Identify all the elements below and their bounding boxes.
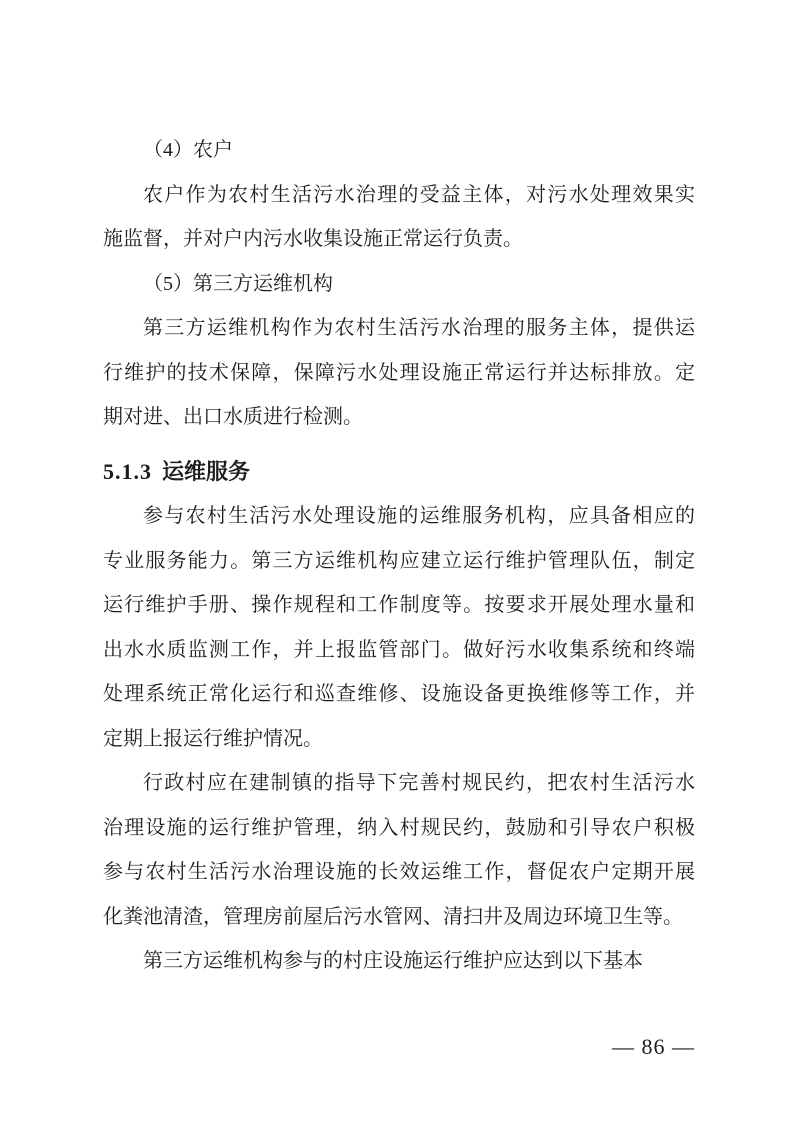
paragraph-line: 参与农村生活污水处理设施的运维服务机构，应具备相应的 [143,505,695,527]
section-number: 5.1.3 [103,458,152,484]
paragraph-line: 行政村应在建制镇的指导下完善村规民约，把农村生活污水 [143,772,695,794]
paragraph-line: 农户作为农村生活污水治理的受益主体，对污水处理效果实 [143,183,695,206]
paragraph-line: 定期上报运行维护情况。 [103,727,323,750]
section-title: 运维服务 [162,458,251,484]
page-number: — 86 — [612,1034,695,1059]
paragraph-line: 第三方运维机构作为农村生活污水治理的服务主体，提供运 [143,317,695,339]
paragraph-line: 施监督，并对户内污水收集设施正常运行负责。 [103,228,523,250]
paragraph-line: 第三方运维机构参与的村庄设施运行维护应达到以下基本 [143,950,643,972]
paragraph-line: 治理设施的运行维护管理，纳入村规民约，鼓励和引导农户积极 [103,816,695,839]
paragraph-line: 期对进、出口水质进行检测。 [103,406,363,428]
paragraph-line: 处理系统正常化运行和巡查维修、设施设备更换维修等工作，并 [103,683,695,705]
paragraph-line: 专业服务能力。第三方运维机构应建立运行维护管理队伍，制定 [103,549,695,572]
section-heading [103,450,695,495]
paragraph-line: 参与农村生活污水治理设施的长效运维工作，督促农户定期开展 [103,861,695,883]
paragraph-line: 化粪池清渣，管理房前屋后污水管网、清扫井及周边环境卫生等。 [103,905,683,928]
list-item-5-label: （5）第三方运维机构 [143,272,333,295]
paragraph-line: 运行维护手册、操作规程和工作制度等。按要求开展处理水量和 [103,594,695,616]
paragraph-line: 出水水质监测工作，并上报监管部门。做好污水收集系统和终端 [103,638,695,661]
paragraph-line: 行维护的技术保障，保障污水处理设施正常运行并达标排放。定 [103,361,695,384]
text-column [103,128,695,984]
list-item-4-label: （4）农户 [143,139,233,161]
